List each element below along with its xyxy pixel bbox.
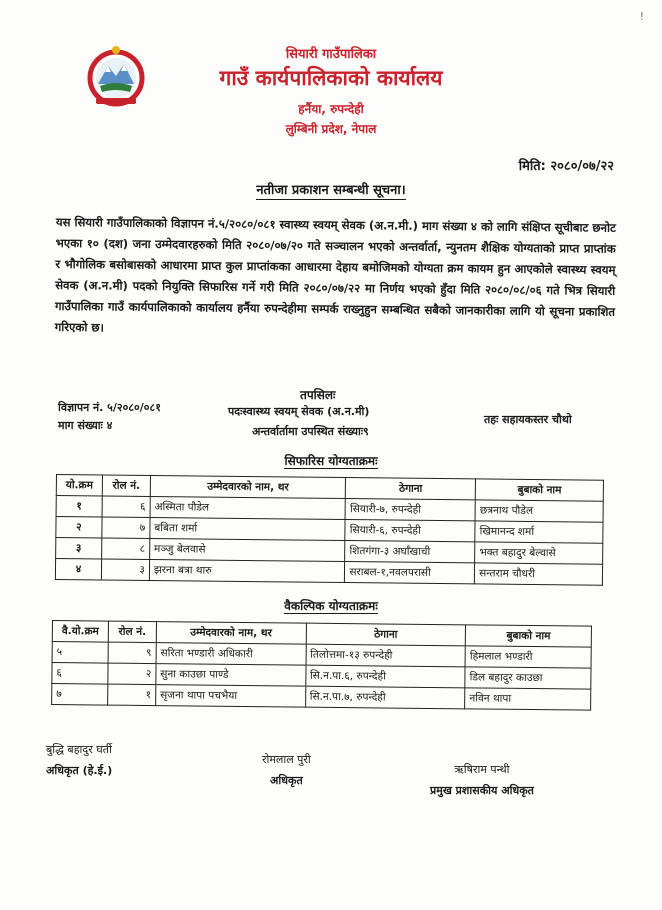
roll-cell: ८ [102,538,150,560]
roll-cell: ७ [102,517,150,539]
roll-cell: १ [108,684,156,706]
post-name: पदःस्वास्थ्य स्वयम् सेवक (अ.न.मी) [228,405,370,418]
father-name-cell: नविन थापा [465,688,591,710]
header-cell: उम्मेदवारको नाम, थर [150,475,346,498]
signature-block-1 [46,742,112,778]
signatory-name: रोमलाल पुरी [262,753,311,766]
header-cell: यो.क्रम [56,475,102,496]
address-cell: सियारी-६, रुपन्देही [345,520,475,542]
signature-block-2 [262,752,311,788]
signatory-name: बुद्धि बहादुर घर्ती [46,743,112,756]
candidate-name-cell: अस्मिता पौडेल [150,496,346,519]
alternate-table [51,620,592,711]
roll-cell: ३ [101,559,149,581]
notice-title [0,180,662,198]
address-cell: शितगंगा-३ अर्घाँखाची [345,541,475,563]
office-name: गाउँ कार्यपालिकाको कार्यालय [219,66,443,90]
signature-block-3 [430,762,534,798]
rank-cell: ५ [52,642,108,664]
recommended-table [55,474,604,586]
address-cell: सियारी-७, रुपन्देही [345,499,475,521]
candidate-name-cell: मञ्जु बेलवासे [149,538,345,561]
father-name-cell: सन्तराम चौधरी [475,563,603,585]
recommended-title-text: सिफारिस योग्यताक्रमः [284,454,378,468]
candidate-name-cell: सुना काउछा पाण्डे [156,664,306,687]
office-location: हर्नैया, रुपन्देही [298,102,364,116]
father-name-cell: हिमलाल भण्डारी [465,646,591,668]
address-cell: सि.न.पा.६, रुपन्देही [305,665,465,688]
notice-body: यस सियारी गाउँपालिकाको विज्ञापन नं.५/२०८०/०८१ स्वास्थ्य स्वयम् सेवक (अ.न.मी.) माग संख्या ४ को लागि संक्षिप्त सूचीबाट छनोट भएका १० (दश) जना उम्मेदवारहरुको मिति २०८०/०७/२० गते सञ्चालन भएको अन्तर्वार्ता, न्युनतम शैक्षिक योग्यताको प्राप्त प्राप्तांक र भौगोलिक बसोबासको आधारमा प्राप्त कुल प्राप्तांकका आधारमा देहाय बमोजिमको योग्यता क्रम कायम हुन आएकोले स्वास्थ्य स्वयम् सेवक (अ.न.मी) पदको नियुक्ति सिफारिस गर्ने गरी मिति २०८०/०७/२२ मा निर्णय भएको हुँदा मिति २०८०/०८/०६ गते भित्र सियारी गाउँपालिका गाउँ कार्यपालिकाको कार्यालय हर्नैया रुपन्देहीमा सम्पर्क राख्नुहुन सम्बन्धित सबैको जानकारीका लागि यो सूचना प्रकाशित गरिएको छ। [54,214,616,335]
header-cell: बुबाको नाम [475,479,603,501]
details-heading: तपसिलः [300,388,336,402]
header-cell: उम्मेदवारको नाम, थर [156,622,306,645]
father-name-cell: छत्रनाथ पौडेल [475,500,603,522]
signatory-designation: अधिकृत (हे.ई.) [46,764,113,777]
address-cell: सराबल-१,नवलपरासी [345,562,475,584]
father-name-cell: खिमानन्द शर्मा [475,521,603,543]
corner-mark: ! [639,10,644,23]
candidate-name-cell: बबिता शर्मा [150,517,346,540]
roll-cell: ६ [102,496,150,518]
table-row [55,559,602,586]
alternate-title [0,597,662,614]
address-cell: तिलोत्तमा-१३ रुपन्देही [306,644,466,667]
signatory-name: ऋषिराम पन्थी [454,763,510,776]
notice-date: मिति: २०८०/०७/२२ [518,159,614,174]
father-name-cell: डिल बहादुर काउछा [465,667,591,689]
header-cell: ठेगाना [306,623,466,646]
candidate-name-cell: सृजना थापा पचभैया [155,685,305,708]
signatory-designation: प्रमुख प्रशासकीय अधिकृत [430,784,534,797]
candidate-name-cell: सरिता भण्डारी अधिकारी [156,643,306,666]
roll-cell: २ [108,663,156,685]
rank-cell: ७ [52,684,108,706]
province-name: लुम्बिनी प्रदेश, नेपाल [285,122,377,136]
notice-title-text: नतीजा प्रकाशन सम्बन्धी सूचना। [256,183,406,198]
present-count: अन्तर्वार्तामा उपस्थित संख्याः९ [252,425,369,438]
recommended-title [0,452,662,469]
address-cell: सि.न.पा.७, रुपन्देही [305,686,465,709]
father-name-cell: भक्त बहादुर बेल्वासे [475,542,603,564]
header-cell: रोल नं. [108,621,156,643]
demand-count: माग संख्याः ४ [58,419,113,432]
header-cell: बुबाको नाम [465,625,591,647]
table-row [52,684,591,711]
rank-cell: २ [56,517,102,538]
candidate-name-cell: झरना बत्रा थारु [149,559,345,582]
rank-cell: १ [56,496,102,517]
rank-cell: ३ [56,538,102,559]
municipality-name: सियारी गाउँपालिका [285,47,377,62]
rank-cell: ४ [55,559,101,580]
ad-number: विज्ञापन नं. ५/२०८०/०८१ [58,401,161,414]
post-level: तहः सहायकस्तर चौथो [484,413,572,426]
header-cell: रोल नं. [102,475,150,497]
rank-cell: ६ [52,663,108,685]
header-cell: ठेगाना [346,478,476,500]
signatory-designation: अधिकृत [270,774,303,787]
roll-cell: ९ [108,642,156,664]
alternate-title-text: वैकल्पिक योग्यताक्रमः [284,599,378,613]
header-cell: वै.यो.क्रम [52,621,108,643]
